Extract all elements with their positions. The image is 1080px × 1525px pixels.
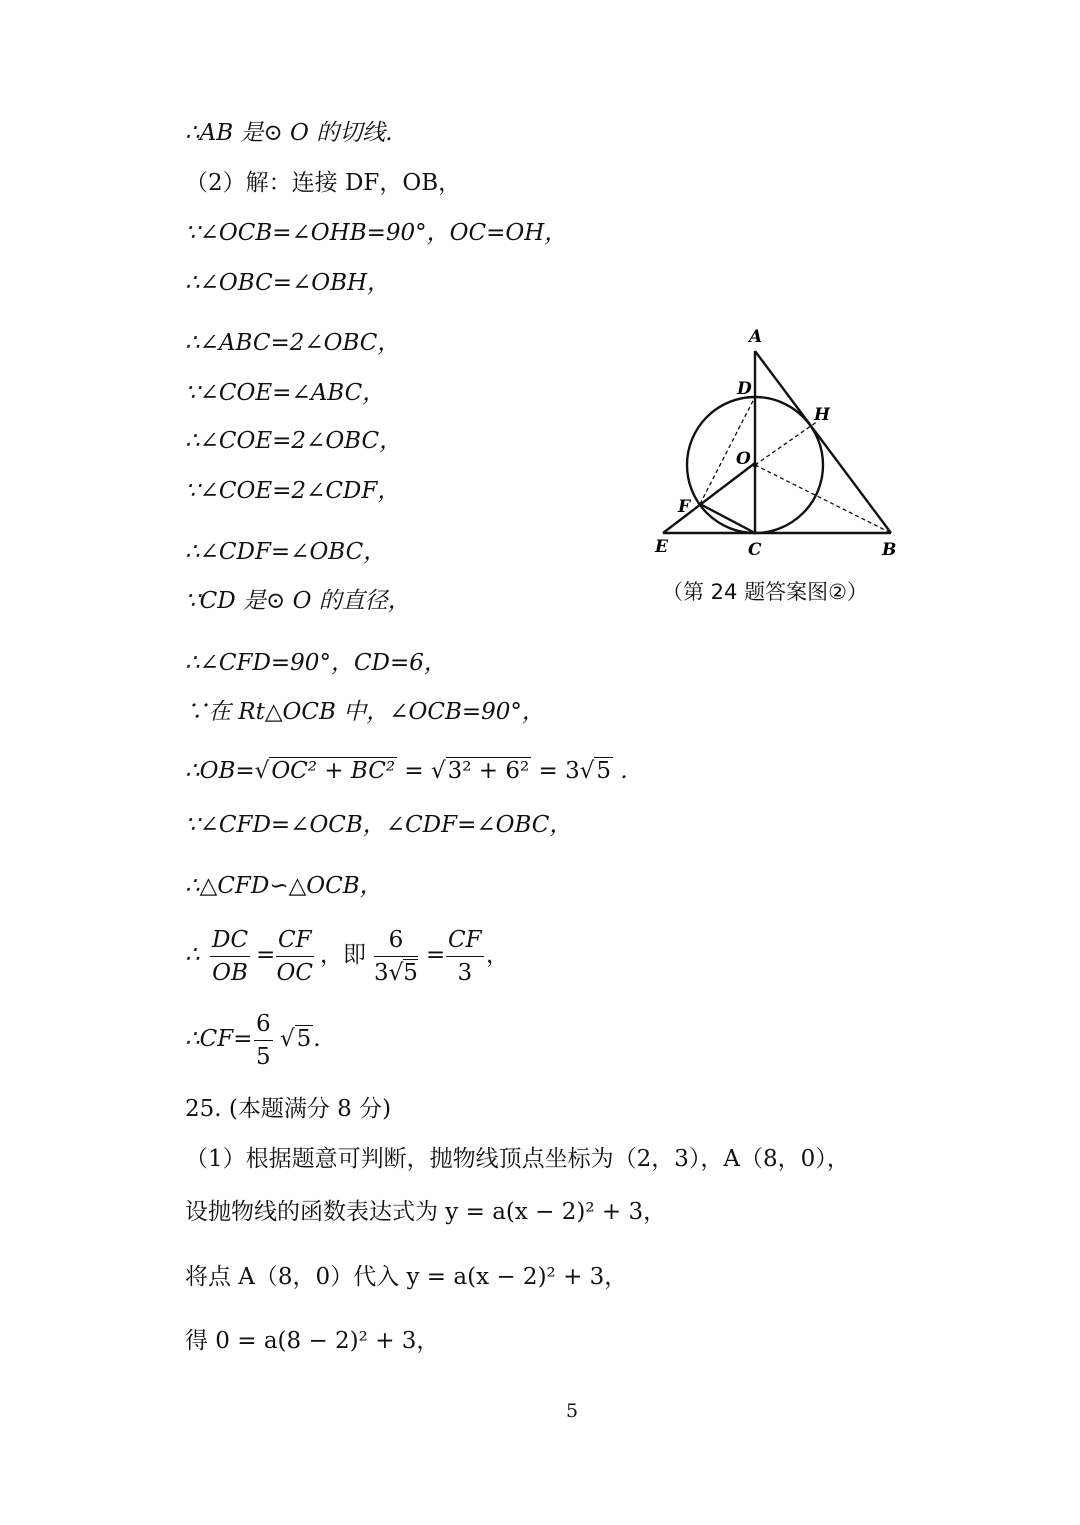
ratio-mid: ，即 (320, 942, 366, 968)
text-line-1: ∴AB 是⊙ O 的切线. (185, 120, 393, 146)
fraction-numerator: CF (446, 926, 484, 957)
ratio-equals-1: = (256, 942, 276, 968)
point-o-dot (753, 463, 758, 468)
label-o: O (736, 449, 751, 469)
ob-prefix: ∴OB= (185, 758, 255, 784)
q25-line-1: （1）根据题意可判断，抛物线顶点坐标为（2，3），A（8，0）， (185, 1146, 850, 1172)
q25-header: 25. (本题满分 8 分) (185, 1096, 392, 1122)
cf-sqrt: √5. (280, 1026, 321, 1052)
cf-end: . (313, 1026, 321, 1052)
text-line-7: ∴∠COE=2∠OBC， (185, 428, 403, 454)
line-eo (663, 463, 755, 533)
text-line-2: （2）解：连接 DF，OB， (185, 170, 462, 196)
fraction-denominator: 5 (256, 1044, 271, 1070)
label-b: B (882, 540, 897, 560)
cf-radicand: 5 (296, 1026, 312, 1052)
text-line-8: ∵∠COE=2∠CDF， (185, 478, 401, 504)
ob-equation (185, 756, 628, 786)
coef: 3 (374, 960, 389, 986)
ob-equals-1: = (404, 758, 424, 784)
q25-line-3: 将点 A（8，0）代入 y = a(x − 2)² + 3， (185, 1264, 628, 1290)
fraction-denominator: 3 (457, 960, 473, 986)
fraction-cf-3 (446, 926, 484, 987)
q25-line-2: 设抛物线的函数表达式为 y = a(x − 2)² + 3， (185, 1199, 667, 1225)
cf-prefix: ∴CF= (185, 1026, 253, 1052)
text-line-3: ∵∠OCB=∠OHB=90°，OC=OH， (185, 220, 568, 246)
ratio-prefix: ∴ (185, 942, 200, 968)
label-a: A (749, 327, 763, 347)
label-d: D (737, 379, 752, 399)
label-e: E (655, 537, 668, 557)
ob-radicand-3: 5 (596, 758, 612, 784)
fraction-numerator: CF (276, 926, 314, 957)
text-line-9: ∴∠CDF=∠OBC， (185, 539, 387, 565)
text-line-6: ∵∠COE=∠ABC， (185, 380, 386, 406)
text-line-12: ∵在 Rt△OCB 中，∠OCB=90°， (185, 699, 545, 725)
radicand: 5 (403, 960, 418, 986)
q25-line-4: 得 0 = a(8 − 2)² + 3， (185, 1328, 440, 1354)
line-oh (755, 421, 818, 465)
sqrt-sign: √ (579, 758, 595, 784)
fraction-denominator: OB (212, 960, 248, 986)
sqrt-sign: √ (254, 758, 270, 784)
fraction-numerator: 6 (374, 926, 418, 957)
fraction-6-5 (254, 1010, 273, 1071)
figure-caption: （第 24 题答案图②） (662, 580, 868, 604)
ob-radicand-2: 3² + 6² (447, 758, 530, 784)
text-line-13: ∵∠CFD=∠OCB，∠CDF=∠OBC， (185, 812, 573, 838)
fraction-numerator: 6 (254, 1010, 273, 1041)
fraction-denominator: 3√5 (374, 960, 418, 986)
text-line-5: ∴∠ABC=2∠OBC， (185, 330, 401, 356)
label-c: C (748, 540, 762, 560)
label-h: H (814, 405, 831, 425)
ob-end: . (620, 758, 628, 784)
line-fc (700, 504, 755, 533)
text-line-14: ∴△CFD∽△OCB， (185, 873, 383, 899)
fraction-numerator: DC (210, 926, 250, 957)
text-line-4: ∴∠OBC=∠OBH， (185, 270, 391, 296)
sqrt-sign: √ (430, 758, 446, 784)
page-number: 5 (566, 1400, 579, 1422)
fraction-cf-oc (276, 926, 314, 987)
ob-radicand-1: OC² + BC² (271, 758, 396, 784)
fraction-dc-ob (210, 926, 250, 987)
ratio-end: ， (486, 942, 509, 968)
fraction-6-3sqrt5 (374, 926, 418, 987)
ob-equals-2: = 3 (538, 758, 580, 784)
ratio-equals-2: = (426, 942, 446, 968)
line-ab (755, 351, 891, 533)
geometry-figure (650, 318, 910, 568)
text-line-10: ∵CD 是⊙ O 的直径， (185, 588, 411, 614)
text-line-11: ∴∠CFD=90°，CD=6， (185, 650, 447, 676)
fraction-denominator: OC (276, 960, 314, 986)
label-f: F (678, 497, 691, 517)
